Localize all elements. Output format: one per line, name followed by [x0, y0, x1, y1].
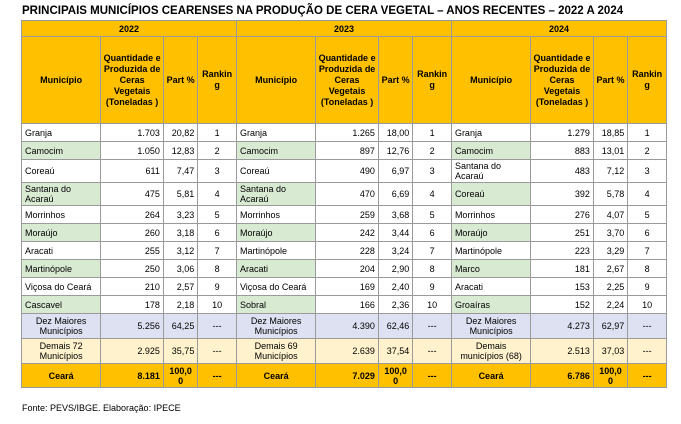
quantity-cell: 475 — [101, 183, 164, 206]
table-row — [22, 278, 667, 296]
source-note: Fonte: PEVS/IBGE. Elaboração: IPECE — [22, 403, 181, 413]
table-row — [22, 206, 667, 224]
table-row — [22, 124, 667, 142]
part-cell: 3,23 — [163, 206, 197, 224]
ranking-cell: 3 — [198, 160, 237, 183]
municipio-cell: Granja — [22, 124, 101, 142]
label-cell: Ceará — [236, 364, 315, 388]
col-ranking-2023: Rankin g — [413, 37, 452, 124]
quantity-cell: 264 — [101, 206, 164, 224]
part-cell: 100,0 0 — [593, 364, 627, 388]
quantity-cell: 2.639 — [316, 339, 379, 364]
label-cell: Demais municípios (68) — [451, 339, 530, 364]
part-cell: 5,78 — [593, 183, 627, 206]
part-cell: 3,18 — [163, 224, 197, 242]
municipio-cell: Moraújo — [236, 224, 315, 242]
table-row — [22, 160, 667, 183]
ranking-cell: --- — [198, 364, 237, 388]
municipio-cell: Santana do Acaraú — [22, 183, 101, 206]
municipio-cell: Santana do Acaraú — [451, 160, 530, 183]
ranking-cell: 10 — [413, 296, 452, 314]
quantity-cell: 2.925 — [101, 339, 164, 364]
part-cell: 3,06 — [163, 260, 197, 278]
quantity-cell: 276 — [531, 206, 594, 224]
quantity-cell: 490 — [316, 160, 379, 183]
municipio-cell: Moraújo — [22, 224, 101, 242]
part-cell: 64,25 — [163, 314, 197, 339]
quantity-cell: 1.279 — [531, 124, 594, 142]
table-row — [22, 142, 667, 160]
municipio-cell: Aracati — [451, 278, 530, 296]
col-quantidade-2022: Quantidade e Produzida de Ceras Vegetais (Toneladas ) — [101, 37, 164, 124]
col-municipio-2022: Município — [22, 37, 101, 124]
table-row — [22, 296, 667, 314]
ranking-cell: 3 — [413, 160, 452, 183]
part-cell: 6,97 — [378, 160, 412, 183]
others-row — [22, 339, 667, 364]
municipio-cell: Coreaú — [236, 160, 315, 183]
year-header-row — [22, 21, 667, 37]
municipio-cell: Viçosa do Ceará — [236, 278, 315, 296]
year-2022-header: 2022 — [22, 21, 237, 37]
quantity-cell: 210 — [101, 278, 164, 296]
part-cell: 2,25 — [593, 278, 627, 296]
ranking-cell: --- — [198, 339, 237, 364]
quantity-cell: 4.273 — [531, 314, 594, 339]
part-cell: 12,76 — [378, 142, 412, 160]
municipio-cell: Morrinhos — [22, 206, 101, 224]
ranking-cell: 9 — [413, 278, 452, 296]
quantity-cell: 2.513 — [531, 339, 594, 364]
quantity-cell: 260 — [101, 224, 164, 242]
quantity-cell: 7.029 — [316, 364, 379, 388]
col-part-2024: Part % — [593, 37, 627, 124]
label-cell: Ceará — [451, 364, 530, 388]
ranking-cell: 1 — [198, 124, 237, 142]
quantity-cell: 1.050 — [101, 142, 164, 160]
quantity-cell: 228 — [316, 242, 379, 260]
ranking-cell: --- — [628, 364, 667, 388]
ranking-cell: --- — [198, 314, 237, 339]
part-cell: 2,67 — [593, 260, 627, 278]
municipio-cell: Viçosa do Ceará — [22, 278, 101, 296]
ranking-cell: 2 — [198, 142, 237, 160]
part-cell: 2,18 — [163, 296, 197, 314]
part-cell: 3,24 — [378, 242, 412, 260]
part-cell: 5,81 — [163, 183, 197, 206]
table-title: PRINCIPAIS MUNICÍPIOS CEARENSES NA PRODUÇÃO DE CERA VEGETAL – ANOS RECENTES – 2022 A 2024 — [22, 5, 624, 17]
quantity-cell: 392 — [531, 183, 594, 206]
year-2024-header: 2024 — [451, 21, 666, 37]
municipio-cell: Morrinhos — [236, 206, 315, 224]
ranking-cell: 7 — [198, 242, 237, 260]
part-cell: 62,97 — [593, 314, 627, 339]
quantity-cell: 169 — [316, 278, 379, 296]
municipio-cell: Coreaú — [451, 183, 530, 206]
part-cell: 2,40 — [378, 278, 412, 296]
municipio-cell: Camocim — [22, 142, 101, 160]
part-cell: 62,46 — [378, 314, 412, 339]
ranking-cell: 10 — [628, 296, 667, 314]
municipio-cell: Granja — [236, 124, 315, 142]
ranking-cell: 1 — [413, 124, 452, 142]
ranking-cell: 6 — [413, 224, 452, 242]
production-table — [21, 20, 667, 388]
ranking-cell: 1 — [628, 124, 667, 142]
label-cell: Demais 72 Municípios — [22, 339, 101, 364]
col-ranking-2022: Rankin g — [198, 37, 237, 124]
ranking-cell: 2 — [413, 142, 452, 160]
municipio-cell: Moraújo — [451, 224, 530, 242]
col-municipio-2024: Município — [451, 37, 530, 124]
municipio-cell: Groaíras — [451, 296, 530, 314]
year-2023-header: 2023 — [236, 21, 451, 37]
ranking-cell: 9 — [628, 278, 667, 296]
part-cell: 2,90 — [378, 260, 412, 278]
quantity-cell: 223 — [531, 242, 594, 260]
ranking-cell: 8 — [198, 260, 237, 278]
label-cell: Ceará — [22, 364, 101, 388]
ranking-cell: 7 — [413, 242, 452, 260]
part-cell: 7,12 — [593, 160, 627, 183]
ranking-cell: --- — [413, 314, 452, 339]
part-cell: 7,47 — [163, 160, 197, 183]
quantity-cell: 204 — [316, 260, 379, 278]
quantity-cell: 181 — [531, 260, 594, 278]
ranking-cell: 10 — [198, 296, 237, 314]
ranking-cell: --- — [628, 339, 667, 364]
municipio-cell: Martinópole — [236, 242, 315, 260]
quantity-cell: 1.703 — [101, 124, 164, 142]
part-cell: 3,12 — [163, 242, 197, 260]
ranking-cell: 6 — [198, 224, 237, 242]
label-cell: Dez Maiores Municípios — [236, 314, 315, 339]
table-row — [22, 260, 667, 278]
ranking-cell: 8 — [413, 260, 452, 278]
label-cell: Dez Maiores Municípios — [22, 314, 101, 339]
ranking-cell: --- — [413, 339, 452, 364]
municipio-cell: Camocim — [236, 142, 315, 160]
ranking-cell: 3 — [628, 160, 667, 183]
municipio-cell: Martinópole — [22, 260, 101, 278]
municipio-cell: Aracati — [22, 242, 101, 260]
ranking-cell: 5 — [198, 206, 237, 224]
quantity-cell: 178 — [101, 296, 164, 314]
ranking-cell: --- — [628, 314, 667, 339]
ranking-cell: 4 — [198, 183, 237, 206]
quantity-cell: 4.390 — [316, 314, 379, 339]
table-row — [22, 183, 667, 206]
part-cell: 18,00 — [378, 124, 412, 142]
col-part-2022: Part % — [163, 37, 197, 124]
part-cell: 37,54 — [378, 339, 412, 364]
part-cell: 18,85 — [593, 124, 627, 142]
municipio-cell: Marco — [451, 260, 530, 278]
ranking-cell: 6 — [628, 224, 667, 242]
ranking-cell: 2 — [628, 142, 667, 160]
part-cell: 100,0 0 — [163, 364, 197, 388]
table-row — [22, 242, 667, 260]
quantity-cell: 255 — [101, 242, 164, 260]
municipio-cell: Granja — [451, 124, 530, 142]
quantity-cell: 483 — [531, 160, 594, 183]
column-header-row — [22, 37, 667, 124]
ranking-cell: 9 — [198, 278, 237, 296]
municipio-cell: Martinópole — [451, 242, 530, 260]
ranking-cell: 5 — [413, 206, 452, 224]
part-cell: 3,68 — [378, 206, 412, 224]
quantity-cell: 6.786 — [531, 364, 594, 388]
part-cell: 6,69 — [378, 183, 412, 206]
ranking-cell: 4 — [413, 183, 452, 206]
quantity-cell: 1.265 — [316, 124, 379, 142]
quantity-cell: 251 — [531, 224, 594, 242]
municipio-cell: Coreaú — [22, 160, 101, 183]
quantity-cell: 259 — [316, 206, 379, 224]
ranking-cell: 7 — [628, 242, 667, 260]
municipio-cell: Aracati — [236, 260, 315, 278]
part-cell: 13,01 — [593, 142, 627, 160]
quantity-cell: 5.256 — [101, 314, 164, 339]
part-cell: 2,36 — [378, 296, 412, 314]
col-municipio-2023: Município — [236, 37, 315, 124]
quantity-cell: 250 — [101, 260, 164, 278]
total-row — [22, 364, 667, 388]
label-cell: Demais 69 Municípios — [236, 339, 315, 364]
municipio-cell: Sobral — [236, 296, 315, 314]
quantity-cell: 242 — [316, 224, 379, 242]
ranking-cell: 5 — [628, 206, 667, 224]
col-quantidade-2023: Quantidade e Produzida de Ceras Vegetais (Toneladas ) — [316, 37, 379, 124]
part-cell: 37,03 — [593, 339, 627, 364]
municipio-cell: Cascavel — [22, 296, 101, 314]
top10-row — [22, 314, 667, 339]
quantity-cell: 611 — [101, 160, 164, 183]
part-cell: 2,57 — [163, 278, 197, 296]
table-row — [22, 224, 667, 242]
part-cell: 3,44 — [378, 224, 412, 242]
ranking-cell: 8 — [628, 260, 667, 278]
part-cell: 35,75 — [163, 339, 197, 364]
part-cell: 20,82 — [163, 124, 197, 142]
quantity-cell: 8.181 — [101, 364, 164, 388]
part-cell: 3,29 — [593, 242, 627, 260]
part-cell: 3,70 — [593, 224, 627, 242]
quantity-cell: 153 — [531, 278, 594, 296]
municipio-cell: Morrinhos — [451, 206, 530, 224]
ranking-cell: --- — [413, 364, 452, 388]
label-cell: Dez Maiores Municípios — [451, 314, 530, 339]
quantity-cell: 897 — [316, 142, 379, 160]
quantity-cell: 152 — [531, 296, 594, 314]
part-cell: 4,07 — [593, 206, 627, 224]
ranking-cell: 4 — [628, 183, 667, 206]
col-quantidade-2024: Quantidade e Produzida de Ceras Vegetais (Toneladas ) — [531, 37, 594, 124]
municipio-cell: Camocim — [451, 142, 530, 160]
municipio-cell: Santana do Acaraú — [236, 183, 315, 206]
quantity-cell: 470 — [316, 183, 379, 206]
quantity-cell: 166 — [316, 296, 379, 314]
part-cell: 100,0 0 — [378, 364, 412, 388]
part-cell: 12,83 — [163, 142, 197, 160]
part-cell: 2,24 — [593, 296, 627, 314]
col-part-2023: Part % — [378, 37, 412, 124]
col-ranking-2024: Rankin g — [628, 37, 667, 124]
quantity-cell: 883 — [531, 142, 594, 160]
